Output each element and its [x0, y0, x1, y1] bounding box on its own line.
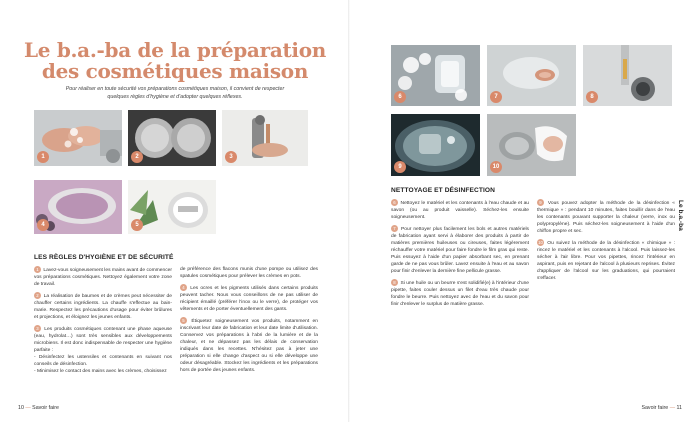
page-title-line1: Le b.a.-ba de la préparation — [23, 38, 327, 62]
soapy-dishes-photo — [391, 45, 480, 106]
photo-number-badge: 4 — [37, 219, 49, 231]
step-number-badge: 9 — [537, 199, 544, 206]
hygiene-section-title: LES RÈGLES D'HYGIÈNE ET DE SÉCURITÉ — [34, 254, 174, 261]
photo-number-badge: 5 — [131, 219, 143, 231]
wiping-jar-photo — [487, 114, 576, 176]
footer-section: Savoir faire — [641, 405, 669, 411]
hygiene-bullet-1: - Désinfectez les ustensiles et contenants en suivant nos conseils de désinfection. — [34, 355, 172, 367]
photo-number-badge: 10 — [490, 161, 502, 173]
page-number: 10 — [18, 405, 24, 411]
footer-dash-icon: — — [669, 405, 676, 411]
step-number-badge: 3 — [34, 325, 41, 332]
hygiene-paragraph-5: 5 Étiquetez soigneusement vos produits, notamment en inscrivant leur date de fabrication et leur date limite d'utilisation. Conservez vos préparations à l'abri de la lumière et de la chaleur, et ne dépassez pas les délais de conservation indiqués dans les recettes. N'hésitez pas à jeter une préparation si elle change d'aspect ou si elle développe une odeur désagréable. Stockez les ingrédients et les préparations hors de portée des jeunes enfants. — [180, 318, 318, 373]
photo-number-badge: 6 — [394, 91, 406, 103]
hygiene-paragraph-2: 2 La réalisation de baumes et de crèmes peut nécessiter de chauffer certains ingrédients. La chauffe s'effectue au bain-marie. Respectez les précautions d'usage pour éviter brûlures et projections, et éloignez les jeunes enfants. — [34, 293, 172, 320]
boiling-water-pot-photo — [391, 114, 480, 176]
cleaning-paragraph-6: 6 Nettoyez le matériel et les contenants à l'eau chaude et au savon (ou au produit vaisselle). Séchez-les ensuite soigneusement. — [391, 200, 530, 220]
cleaning-paragraph-10: 10 Ou suivez la méthode de la désinfection « chimique » : rincez le matériel et les contenants à l'alcool. Puis laissez-les sécher à l'air libre. Pour vos pipettes, rincez l'intérieur en aspirant, puis en rejetant de l'alcool à plusieurs reprises. Évitez d'appliquer de l'alcool sur les graduations, qui pourraient s'effacer. — [537, 240, 676, 281]
cleaning-column-1 — [391, 199, 529, 312]
step-number-badge: 2 — [34, 292, 41, 299]
step-number-badge: 5 — [180, 317, 187, 324]
photo-number-badge: 2 — [131, 151, 143, 163]
cleaning-section-title: NETTOYAGE ET DÉSINFECTION — [391, 187, 495, 194]
photo-number-badge: 8 — [586, 91, 598, 103]
cleaning-paragraph-7: 7 Pour nettoyer plus facilement les bols et autres matériels de fabrication ayant servi à élaborer des produits à partir de matières premières huileuses ou cireuses, faites légèrement réchauffer votre matériel pour faire fondre le film gras qui reste. Puis essuyez à l'aide d'un papier absorbant sec, en prenant garde de ne pas vous brûler. Lavez ensuite à l'eau et au savon pour finir d'enlever la dernière fine pellicule grasse. — [391, 226, 529, 274]
step-number-badge: 4 — [180, 284, 187, 291]
page-title-line2: des cosmétiques maison — [41, 59, 309, 83]
photo-number-badge: 3 — [225, 151, 237, 163]
hand-washing-photo — [34, 110, 122, 166]
hygiene-paragraph-4: 4 Les ocres et les pigments utilisés dans certains produits peuvent tacher. Nous vous conseillons de ne pas utiliser de récipient émaillé (préférer l'inox ou le verre), de protéger vos vêtements et de porter éventuellement des gants. — [180, 285, 319, 312]
labeled-jar-photo — [128, 180, 216, 234]
hygiene-paragraph-1: 1 Lavez-vous soigneusement les mains avant de commencer vos préparations cosmétiques. Nettoyez également votre zone de travail. — [34, 267, 172, 287]
page-number: 11 — [676, 405, 682, 411]
clay-powder-photo — [34, 180, 122, 234]
step-number-badge: 7 — [391, 225, 398, 232]
hygiene-column-1 — [34, 266, 172, 379]
step-number-badge: 6 — [391, 199, 398, 206]
left-footer — [18, 405, 59, 411]
measuring-spoons-photo — [222, 110, 308, 166]
footer-section: Savoir faire — [32, 405, 59, 411]
hygiene-paragraph-3: 3 Les produits cosmétiques contenant une phase aqueuse (eau, hydrolat…) sont très sensibles aux développements microbiens. Il est donc indispensable de respecter une hygiène parfaite : — [34, 326, 172, 353]
cleaning-paragraph-9: 9 Vous pouvez adopter la méthode de la désinfection « thermique » : pendant 10 minutes, faites bouillir dans de l'eau les contenants pouvant supporter la chaleur (verre, inox ou polypropylène). Puis séchez-les soigneusement à l'aide d'un chiffon propre et sec. — [537, 200, 675, 234]
cleaning-column-2 — [537, 199, 675, 286]
photo-number-badge: 1 — [37, 151, 49, 163]
photo-number-badge: 7 — [490, 91, 502, 103]
dropper-in-sink-photo — [583, 45, 672, 106]
metal-bowls-photo — [128, 110, 216, 166]
side-section-label: Le b.a.-ba — [677, 200, 684, 231]
footer-dash-icon: — — [25, 405, 31, 411]
cleaning-paragraph-8: 8 Si une huile ou un beurre s'est solidifié(e) à l'intérieur d'une pipette, faites couler dessus un filet d'eau très chaude pour fondre le beurre. Puis nettoyez avec de l'eau et du savon pour finir d'enlever le surplus de matière grasse. — [391, 280, 530, 307]
right-page — [350, 0, 700, 422]
bowl-in-water-photo — [487, 45, 576, 106]
right-footer — [641, 405, 682, 411]
hygiene-bullet-2: - Minimisez le contact des mains avec les crèmes, choisissez — [34, 369, 167, 374]
step-number-badge: 10 — [538, 240, 543, 245]
step-number-badge: 8 — [391, 279, 398, 286]
hygiene-column-2 — [180, 266, 318, 378]
intro-text: Pour réaliser en toute sécurité vos préparations cosmétiques maison, il convient de respecter quelques règles d'hygiène et d'adopter quelques réflexes. — [65, 86, 285, 100]
step-number-badge: 1 — [34, 266, 41, 273]
hygiene-paragraph-continued: de préférence des flacons munis d'une pompe ou utilisez des spatules cosmétiques pour prélever les crèmes en pots. — [180, 267, 318, 279]
photo-number-badge: 9 — [394, 161, 406, 173]
